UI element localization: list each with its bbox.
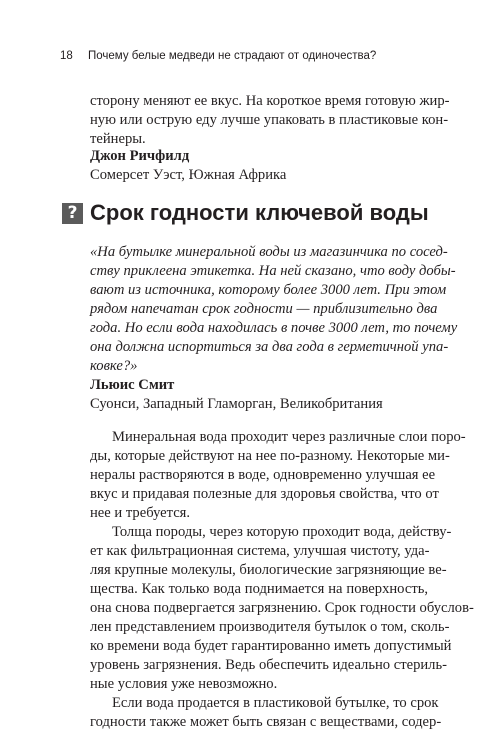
text-line: Минеральная вода проходит через различные слои поро- (112, 429, 466, 445)
text-line: Толща породы, через которую проходит вода, действу- (112, 524, 452, 540)
text-line: Если вода продается в пластиковой бутылке, то срок (112, 695, 439, 711)
letter-author: Джон Ричфилд (90, 148, 190, 164)
page-number: 18 (60, 50, 73, 62)
text-line: ную или острую еду лучше упаковать в пластиковые кон- (90, 112, 449, 128)
text-line: щества. Как только вода поднимается на поверхность, (90, 581, 428, 597)
text-line: тейнеры. (90, 131, 146, 147)
text-line: года. Но если вода находилась в почве 3000 лет, то почему (90, 320, 458, 336)
question-location: Суонси, Западный Гламорган, Великобритания (90, 396, 383, 412)
text-line: сторону меняют ее вкус. На короткое время готовую жир- (90, 93, 450, 109)
text-line: «На бутылке минеральной воды из магазинчика по сосед- (90, 244, 448, 260)
text-line: ляя крупные молекулы, биологические загрязняющие ве- (90, 562, 447, 578)
letter-location: Сомерсет Уэст, Южная Африка (90, 167, 287, 183)
text-line: вают из источника, которому более 3000 лет. При этом (90, 282, 447, 298)
text-line: ные условия уже невозможно. (90, 676, 278, 692)
reader-question (90, 243, 458, 376)
text-line: ковке?» (90, 358, 138, 374)
text-line: лен представлением производителя бутылок о том, сколь- (90, 619, 450, 635)
answer-paragraph (90, 428, 466, 523)
top-paragraph (90, 92, 450, 149)
text-line: уровень загрязнения. Ведь обеспечить идеально стериль- (90, 657, 447, 673)
book-title: Почему белые медведи не страдают от одиночества? (88, 50, 377, 62)
text-line: годности также может быть связан с веществами, содер- (90, 714, 442, 730)
text-line: ству приклеена этикетка. На ней сказано, что воду добы- (90, 263, 456, 279)
question-mark-icon: ? (62, 203, 83, 224)
text-line: рядом напечатан срок годности — приблизительно два (90, 301, 438, 317)
text-line: нее и требуется. (90, 505, 191, 521)
text-line: ет как фильтрационная система, улучшая чистоту, уда- (90, 543, 430, 559)
answer-paragraph (90, 523, 474, 694)
text-line: нералы растворяются в воде, одновременно улучшая ее (90, 467, 436, 483)
text-line: вкус и придавая полезные для здоровья свойства, что от (90, 486, 439, 502)
text-line: она снова подвергается загрязнению. Срок годности обуслов- (90, 600, 474, 616)
section-title: Срок годности ключевой воды (90, 200, 429, 225)
text-line: ко времени вода будет гарантированно иметь допустимый (90, 638, 452, 654)
text-line: ды, которые действуют на нее по-разному. Некоторые ми- (90, 448, 450, 464)
section-heading (62, 198, 429, 228)
question-author: Льюис Смит (90, 377, 175, 393)
running-head (60, 50, 376, 62)
text-line: она должна испортиться за два года в герметичной упа- (90, 339, 449, 355)
